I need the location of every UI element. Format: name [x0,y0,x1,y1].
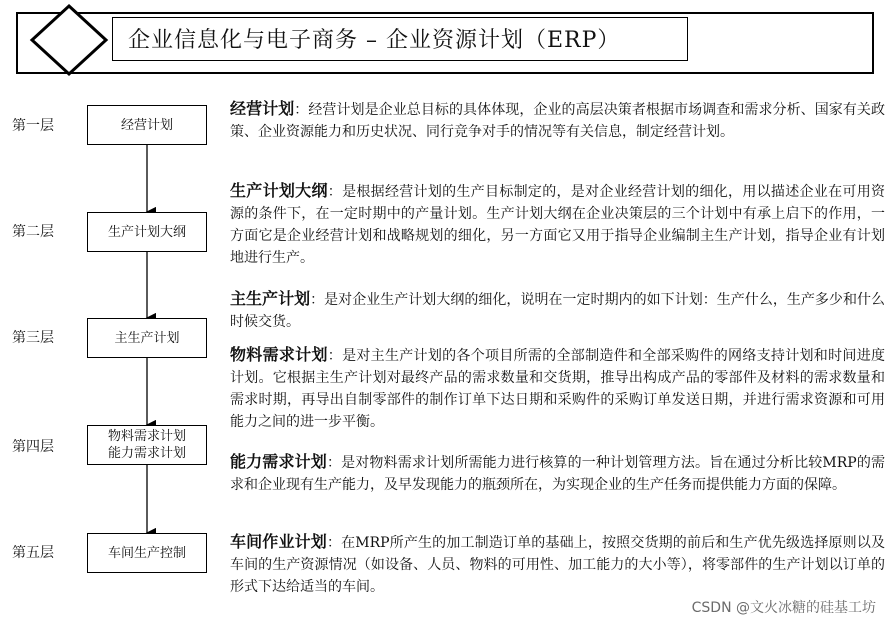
page-title: 企业信息化与电子商务 – 企业资源计划（ERP） [128,28,621,53]
desc-master-schedule [230,288,885,333]
layer-box-text: 生产计划大纲 [107,224,186,240]
desc-text: ：是对物料需求计划所需能力进行核算的一种计划管理方法。旨在通过分析比较MRP的需求和企业现有生产能力，及早发现能力的瓶颈所在，为实现企业的生产任务而提供能力方面的保障。 [230,455,885,493]
desc-crp [230,451,885,496]
watermark: CSDN @文火冰糖的硅基工坊 [691,600,876,616]
desc-production-outline [230,180,885,269]
desc-text: ：经营计划是企业总目标的具体体现，企业的高层决策者根据市场调查和需求分析、国家有关政策、企业资源能力和历史状况、同行竞争对手的情况等有关信息，制定经营计划。 [230,102,885,140]
desc-mrp [230,344,885,433]
layer-label-3: 第三层 [12,330,54,346]
desc-text: ：是对主生产计划的各个项目所需的全部制造件和全部采购件的网络支持计划和时间进度计划。它根据主生产计划对最终产品的需求数量和交货期，推导出构成产品的零部件及材料的需求数量和需求时期，再导出自制零部件的制作订单下达日期和采购件的采购订单发送日期，并进行需求资源和可用能力之间的进一步平衡。 [230,348,885,430]
desc-text: ：在MRP所产生的加工制造订单的基础上，按照交货期的前后和生产优先级选择原则以及车间的生产资源情况（如设备、人员、物料的可用性、加工能力的大小等），将零部件的生产计划以订单的形式下达给适当的车间。 [230,535,885,595]
layer-label-5: 第五层 [12,545,54,561]
desc-shop-floor [230,531,885,598]
desc-text: ：是对企业生产计划大纲的细化，说明在一定时期内的如下计划：生产什么，生产多少和什么时候交货。 [230,292,885,330]
layer-box-business-plan [87,105,207,145]
layer-box-text: 车间生产控制 [107,545,186,561]
layer-label-2: 第二层 [12,224,54,240]
layer-box-shop-floor [87,533,207,573]
layer-box-text: 能力需求计划 [107,446,186,461]
layer-label-4: 第四层 [12,439,54,455]
desc-term: 生产计划大纲 [230,181,328,200]
desc-term: 经营计划 [230,99,295,118]
desc-term: 车间作业计划 [230,532,327,551]
layer-box-text: 主生产计划 [114,330,180,346]
desc-term: 主生产计划 [230,289,311,308]
layer-box-mrp-crp [87,425,207,465]
layer-box-production-outline [87,212,207,252]
desc-business-plan [230,98,885,143]
layer-box-text: 物料需求计划 [107,429,186,444]
layer-label-1: 第一层 [12,118,54,134]
desc-term: 能力需求计划 [230,452,327,471]
layer-box-master-schedule [87,318,207,358]
desc-text: ：是根据经营计划的生产目标制定的，是对企业经营计划的细化，用以描述企业在可用资源的条件下，在一定时期中的产量计划。生产计划大纲在企业决策层的三个计划中有承上启下的作用，一方面它是企业经营计划和战略规划的细化，另一方面它又用于指导企业编制主生产计划，指导企业有计划地进行生产。 [230,184,885,266]
layer-box-text: 经营计划 [120,117,173,133]
desc-term: 物料需求计划 [230,345,328,364]
